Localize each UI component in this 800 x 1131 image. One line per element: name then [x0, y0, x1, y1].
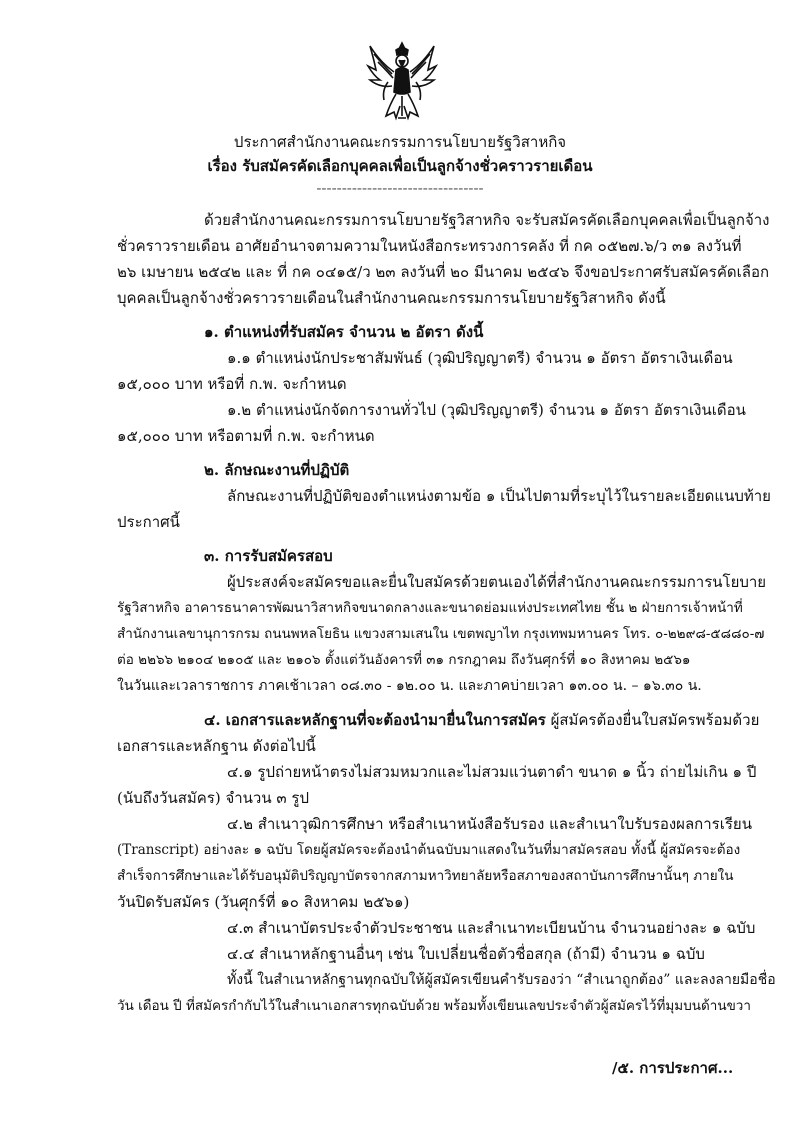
section-2-heading: ๒. ลักษณะงานที่ปฏิบัติ: [204, 461, 350, 479]
intro-line-3: ๒๖ เมษายน ๒๕๔๒ และ ที่ กค ๐๔๑๕/ว ๒๓ ลงวันที่ ๒๐ มีนาคม ๒๕๔๖ จึงขอประกาศรับสมัครคัดเลือก: [117, 263, 770, 281]
item-4-2-line: ๔.๒ สำเนาวุฒิการศึกษา หรือสำเนาหนังสือรับรอง และสำเนาใบรับรองผลการเรียน: [227, 815, 752, 833]
item-4-3-line: ๔.๓ สำเนาบัตรประจำตัวประชาชน และสำเนาทะเบียนบ้าน จำนวนอย่างละ ๑ ฉบับ: [227, 919, 756, 937]
intro-line-2: ชั่วคราวรายเดือน อาศัยอำนาจตามความในหนังสือกระทรวงการคลัง ที่ กค ๐๕๒๗.๖/ว ๓๑ ลงวันที่: [117, 237, 742, 255]
section-2-line-1: ลักษณะงานที่ปฏิบัติของตำแหน่งตามข้อ ๑ เป็นไปตามที่ระบุไว้ในรายละเอียดแนบท้าย: [227, 487, 771, 505]
note-line-2: วัน เดือน ปี ที่สมัครกำกับไว้ในสำเนาเอกสารทุกฉบับด้วย พร้อมทั้งเขียนเลขประจำตัวผู้สมัครไว้ที่มุมบนด้านขวา: [117, 998, 751, 1014]
note-line-1: ทั้งนี้ ในสำเนาหลักฐานทุกฉบับให้ผู้สมัครเขียนคำรับรองว่า “สำเนาถูกต้อง” และลงลายมือชื่อ: [227, 972, 776, 988]
section-4-heading-line: [204, 710, 759, 730]
position-2-salary: ๑๕,๐๐๐ บาท หรือตามที่ ก.พ. จะกำหนด: [117, 427, 375, 445]
title-divider: ---------------------------------: [316, 179, 484, 197]
position-1-line: ๑.๑ ตำแหน่งนักประชาสัมพันธ์ (วุฒิปริญญาตรี) จำนวน ๑ อัตรา อัตราเงินเดือน: [227, 349, 733, 367]
item-4-1-line: ๔.๑ รูปถ่ายหน้าตรงไม่สวมหมวกและไม่สวมแว่นตาดำ ขนาด ๑ นิ้ว ถ่ายไม่เกิน ๑ ปี: [227, 763, 757, 781]
section-2-line-2: ประกาศนี้: [117, 513, 180, 531]
item-4-2-cont-1: (Transcript) อย่างละ ๑ ฉบับ โดยผู้สมัครจะต้องนำต้นฉบับมาแสดงในวันที่มาสมัครสอบ ทั้งนี้ ผู้สมัครจะต้อง: [117, 842, 741, 858]
item-4-2-cont-2: สำเร็จการศึกษาและได้รับอนุมัติปริญญาบัตรจากสภามหาวิทยาลัยหรือสภาของสถาบันการศึกษานั้นๆ ภายใน: [117, 868, 734, 884]
position-1-salary: ๑๕,๐๐๐ บาท หรือที่ ก.พ. จะกำหนด: [117, 375, 347, 393]
announcement-subject: เรื่อง รับสมัครคัดเลือกบุคคลเพื่อเป็นลูกจ้างชั่วคราวรายเดือน: [207, 157, 593, 175]
announcement-title: ประกาศสำนักงานคณะกรรมการนโยบายรัฐวิสาหกิจ: [233, 133, 567, 151]
section-3-heading: ๓. การรับสมัครสอบ: [204, 547, 333, 565]
section-3-line-4: ต่อ ๒๒๖๖ ๒๑๐๔ ๒๑๐๕ และ ๒๑๐๖ ตั้งแต่วันอังคารที่ ๓๑ กรกฎาคม ถึงวันศุกร์ที่ ๑๐ สิงหาคม ๒๕๖๑: [117, 652, 691, 668]
section-3-line-1: ผู้ประสงค์จะสมัครขอและยื่นใบสมัครด้วยตนเองได้ที่สำนักงานคณะกรรมการนโยบาย: [227, 573, 767, 591]
garuda-emblem-icon: [366, 40, 438, 122]
continuation-note: /๕. การประกาศ...: [612, 1059, 734, 1077]
position-2-line: ๑.๒ ตำแหน่งนักจัดการงานทั่วไป (วุฒิปริญญาตรี) จำนวน ๑ อัตรา อัตราเงินเดือน: [227, 401, 746, 419]
section-3-line-5: ในวันและเวลาราชการ ภาคเช้าเวลา ๐๘.๓๐ - ๑๒.๐๐ น. และภาคบ่ายเวลา ๑๓.๐๐ น. – ๑๖.๓๐ น.: [117, 678, 702, 694]
section-4-heading-rest: ผู้สมัครต้องยื่นใบสมัครพร้อมด้วย: [545, 711, 760, 729]
item-4-2-cont-3: วันปิดรับสมัคร (วันศุกร์ที่ ๑๐ สิงหาคม ๒๕๖๑): [117, 893, 410, 911]
intro-line-4: บุคคลเป็นลูกจ้างชั่วคราวรายเดือนในสำนักงานคณะกรรมการนโยบายรัฐวิสาหกิจ ดังนี้: [117, 289, 666, 307]
section-4-heading: ๔. เอกสารและหลักฐานที่จะต้องนำมายื่นในการสมัคร: [204, 711, 546, 729]
item-4-4-line: ๔.๔ สำเนาหลักฐานอื่นๆ เช่น ใบเปลี่ยนชื่อตัวชื่อสกุล (ถ้ามี) จำนวน ๑ ฉบับ: [227, 945, 705, 963]
item-4-1-cont: (นับถึงวันสมัคร) จำนวน ๓ รูป: [117, 789, 309, 807]
section-4-line-1: เอกสารและหลักฐาน ดังต่อไปนี้: [117, 737, 316, 755]
section-3-line-3: สำนักงานเลขานุการกรม ถนนพหลโยธิน แขวงสามเสนใน เขตพญาไท กรุงเทพมหานคร โทร. ๐-๒๒๙๘-๕๘๘๐-๗: [117, 626, 765, 642]
intro-line-1: ด้วยสำนักงานคณะกรรมการนโยบายรัฐวิสาหกิจ จะรับสมัครคัดเลือกบุคคลเพื่อเป็นลูกจ้าง: [204, 211, 770, 229]
section-1-heading: ๑. ตำแหน่งที่รับสมัคร จำนวน ๒ อัตรา ดังนี้: [204, 323, 484, 341]
section-3-line-2: รัฐวิสาหกิจ อาคารธนาคารพัฒนาวิสาหกิจขนาดกลางและขนาดย่อมแห่งประเทศไทย ชั้น ๒ ฝ่ายการเจ้าหน้าที่: [117, 600, 743, 616]
